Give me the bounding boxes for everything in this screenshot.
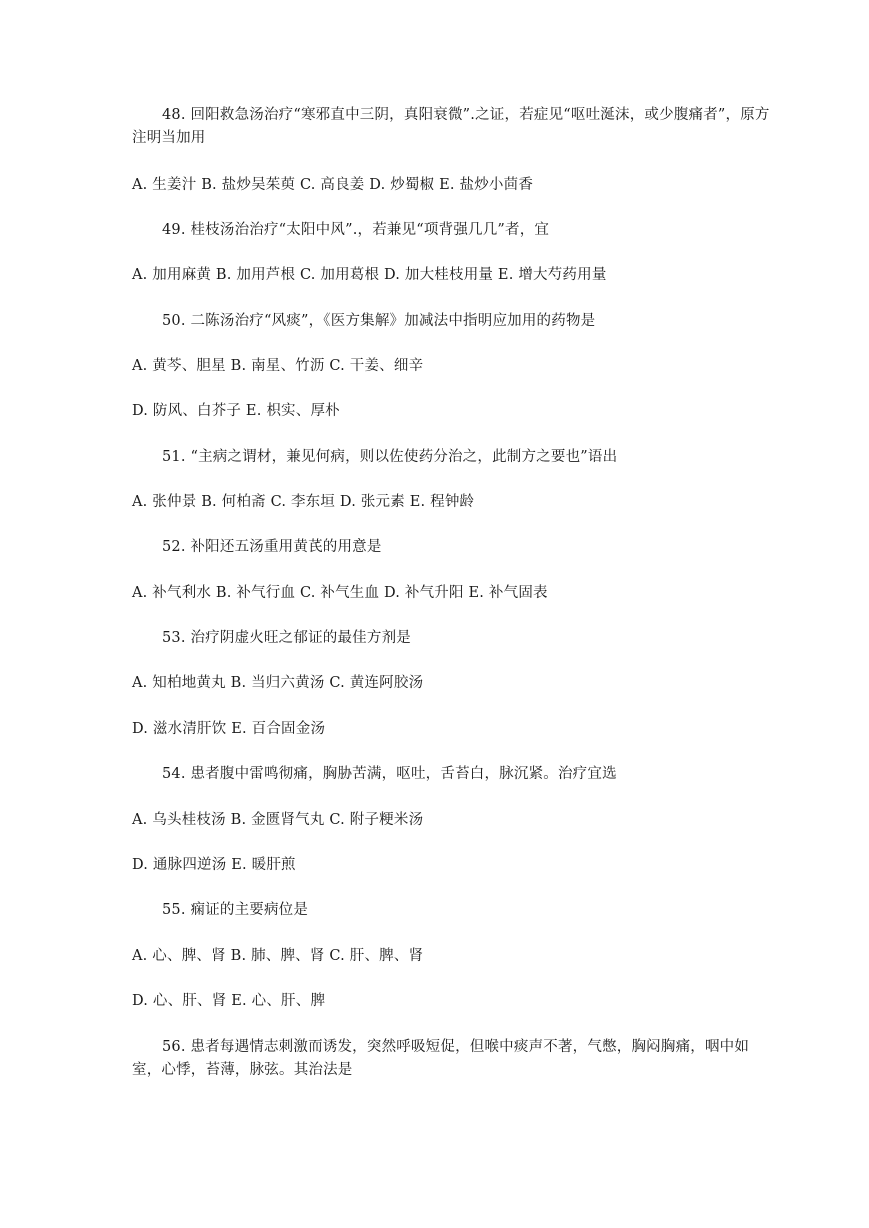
question-54-options-line-1: A. 乌头桂枝汤 B. 金匮肾气丸 C. 附子粳米汤 xyxy=(132,812,424,828)
question-50-stem: 50. 二陈汤治疗“风痰”，《医方集解》加减法中指明应加用的药物是 xyxy=(162,313,596,329)
question-49-stem: 49. 桂枝汤治治疗“太阳中风”.，若兼见“项背强几几”者，宜 xyxy=(162,222,550,238)
question-55-stem: 55. 痫证的主要病位是 xyxy=(162,902,309,918)
question-48-stem: 48. 回阳救急汤治疗“寒邪直中三阴，真阳衰微”.之证，若症见“呕吐涎沫，或少腹痛者”，原方注明当加用 xyxy=(132,107,770,146)
question-53-options-line-2: D. 滋水清肝饮 E. 百合固金汤 xyxy=(132,721,326,737)
question-56-stem: 56. 患者每遇情志刺激而诱发，突然呼吸短促，但喉中痰声不著，气憋，胸闷胸痛，咽中如室，心悸，苔薄，脉弦。其治法是 xyxy=(132,1039,750,1078)
question-53-options-line-1: A. 知柏地黄丸 B. 当归六黄汤 C. 黄连阿胶汤 xyxy=(132,675,424,691)
question-50-options-line-2: D. 防风、白芥子 E. 枳实、厚朴 xyxy=(132,403,340,419)
question-50-options-line-1: A. 黄芩、胆星 B. 南星、竹沥 C. 干姜、细辛 xyxy=(132,358,424,374)
question-53-stem: 53. 治疗阴虚火旺之郁证的最佳方剂是 xyxy=(162,630,411,646)
question-54-options-line-2: D. 通脉四逆汤 E. 暖肝煎 xyxy=(132,857,296,873)
question-48-options: A. 生姜汁 B. 盐炒吴茱萸 C. 高良姜 D. 炒蜀椒 E. 盐炒小茴香 xyxy=(132,177,534,193)
question-52-options: A. 补气利水 B. 补气行血 C. 补气生血 D. 补气升阳 E. 补气固表 xyxy=(132,585,548,601)
question-52-stem: 52. 补阳还五汤重用黄芪的用意是 xyxy=(162,539,382,555)
question-49-options: A. 加用麻黄 B. 加用芦根 C. 加用葛根 D. 加大桂枝用量 E. 增大芍药用量 xyxy=(132,267,607,283)
question-54-stem: 54. 患者腹中雷鸣彻痛，胸胁苦满，呕吐，舌苔白，脉沉紧。治疗宜选 xyxy=(162,766,617,782)
question-51-options: A. 张仲景 B. 何柏斋 C. 李东垣 D. 张元素 E. 程钟龄 xyxy=(132,494,475,510)
question-55-options-line-2: D. 心、肝、肾 E. 心、肝、脾 xyxy=(132,993,326,1009)
question-51-stem: 51. “主病之谓材，兼见何病，则以佐使药分治之，此制方之要也”语出 xyxy=(162,449,618,465)
question-55-options-line-1: A. 心、脾、肾 B. 肺、脾、肾 C. 肝、脾、肾 xyxy=(132,948,424,964)
